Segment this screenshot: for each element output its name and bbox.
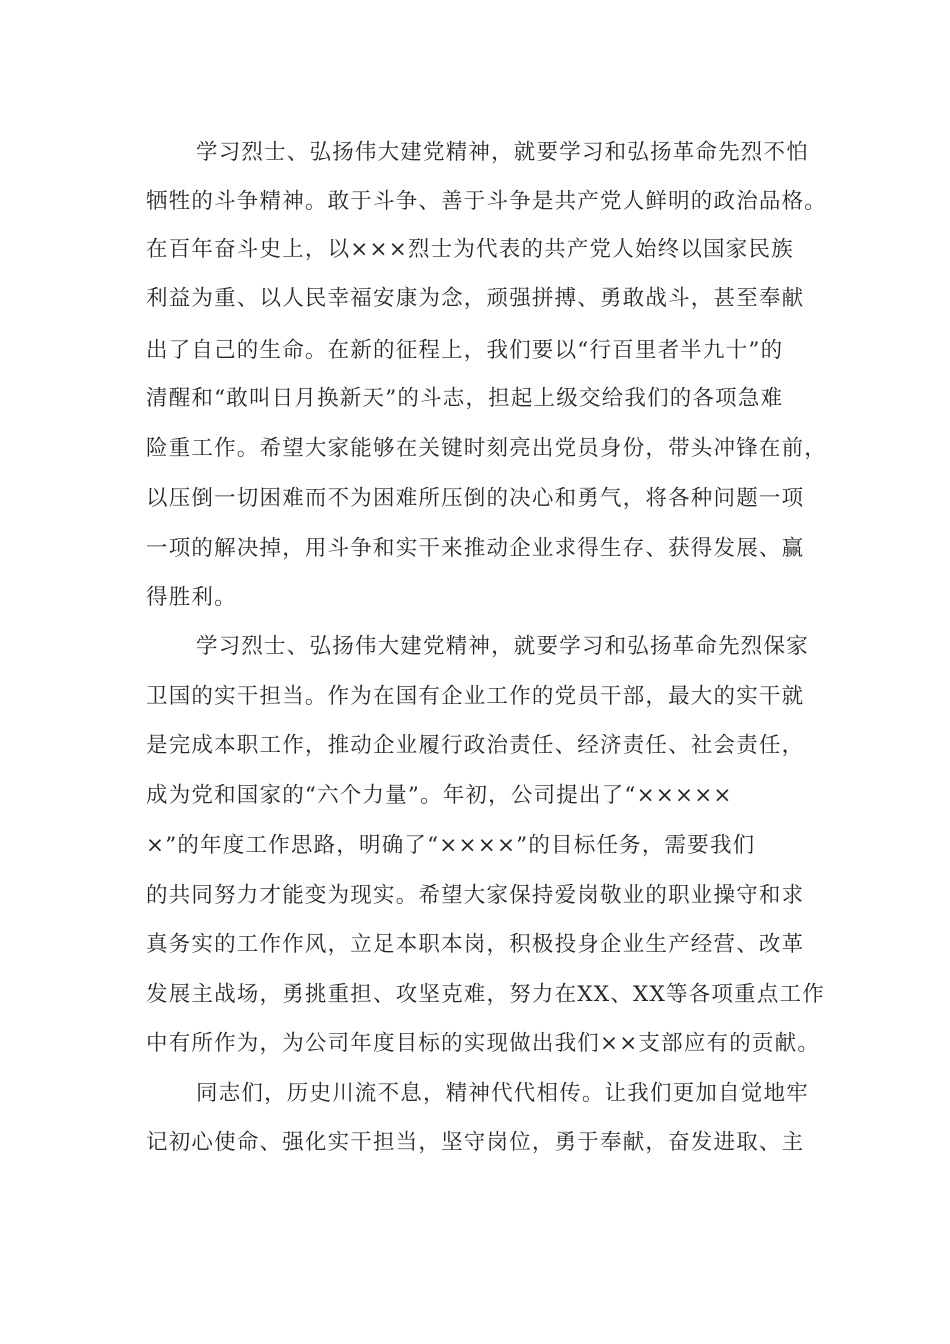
paragraph-2-line-2: 卫国的实干担当。作为在国有企业工作的党员干部，最大的实干就 xyxy=(146,684,805,709)
paragraph-2-line-9: 中有所作为，为公司年度目标的实现做出我们××支部应有的贡献。 xyxy=(146,1031,821,1056)
paragraph-1-line-9: 一项的解决掉，用斗争和实干来推动企业求得生存、获得发展、赢 xyxy=(146,536,805,561)
paragraph-1-line-6: 清醒和“敢叫日月换新天”的斗志，担起上级交给我们的各项急难 xyxy=(146,386,784,411)
paragraph-2-line-8: 发展主战场，勇挑重担、攻坚克难，努力在XX、XX等各项重点工作 xyxy=(146,982,825,1007)
paragraph-1-line-3: 在百年奋斗史上，以×××烈士为代表的共产党人始终以国家民族 xyxy=(146,237,794,262)
paragraph-2-line-7: 真务实的工作作风，立足本职本岗，积极投身企业生产经营、改革 xyxy=(146,932,805,957)
paragraph-1-line-2: 牺牲的斗争精神。敢于斗争、善于斗争是共产党人鲜明的政治品格。 xyxy=(146,189,828,214)
paragraph-1-line-4: 利益为重、以人民幸福安康为念，顽强拼搏、勇敢战斗，甚至奉献 xyxy=(146,286,805,311)
paragraph-1-line-1: 学习烈士、弘扬伟大建党精神，就要学习和弘扬革命先烈不怕 xyxy=(196,140,809,165)
paragraph-2-line-5: ×”的年度工作思路，明确了“××××”的目标任务，需要我们 xyxy=(146,833,756,858)
paragraph-1-line-10: 得胜利。 xyxy=(146,585,237,610)
paragraph-1-line-8: 以压倒一切困难而不为困难所压倒的决心和勇气，将各种问题一项 xyxy=(146,486,805,511)
paragraph-3-line-2: 记初心使命、强化实干担当，坚守岗位，勇于奉献，奋发进取、主 xyxy=(146,1130,805,1155)
paragraph-2-line-3: 是完成本职工作，推动企业履行政治责任、经济责任、社会责任， xyxy=(146,733,805,758)
paragraph-1-line-5: 出了自己的生命。在新的征程上，我们要以“行百里者半九十”的 xyxy=(146,338,784,363)
paragraph-2-line-4: 成为党和国家的“六个力量”。年初，公司提出了“××××× xyxy=(146,783,733,808)
paragraph-1-line-7: 险重工作。希望大家能够在关键时刻亮出党员身份，带头冲锋在前， xyxy=(146,436,828,461)
paragraph-3-line-1: 同志们，历史川流不息，精神代代相传。让我们更加自觉地牢 xyxy=(196,1081,809,1106)
paragraph-2-line-1: 学习烈士、弘扬伟大建党精神，就要学习和弘扬革命先烈保家 xyxy=(196,634,809,659)
paragraph-2-line-6: 的共同努力才能变为现实。希望大家保持爱岗敬业的职业操守和求 xyxy=(146,883,805,908)
